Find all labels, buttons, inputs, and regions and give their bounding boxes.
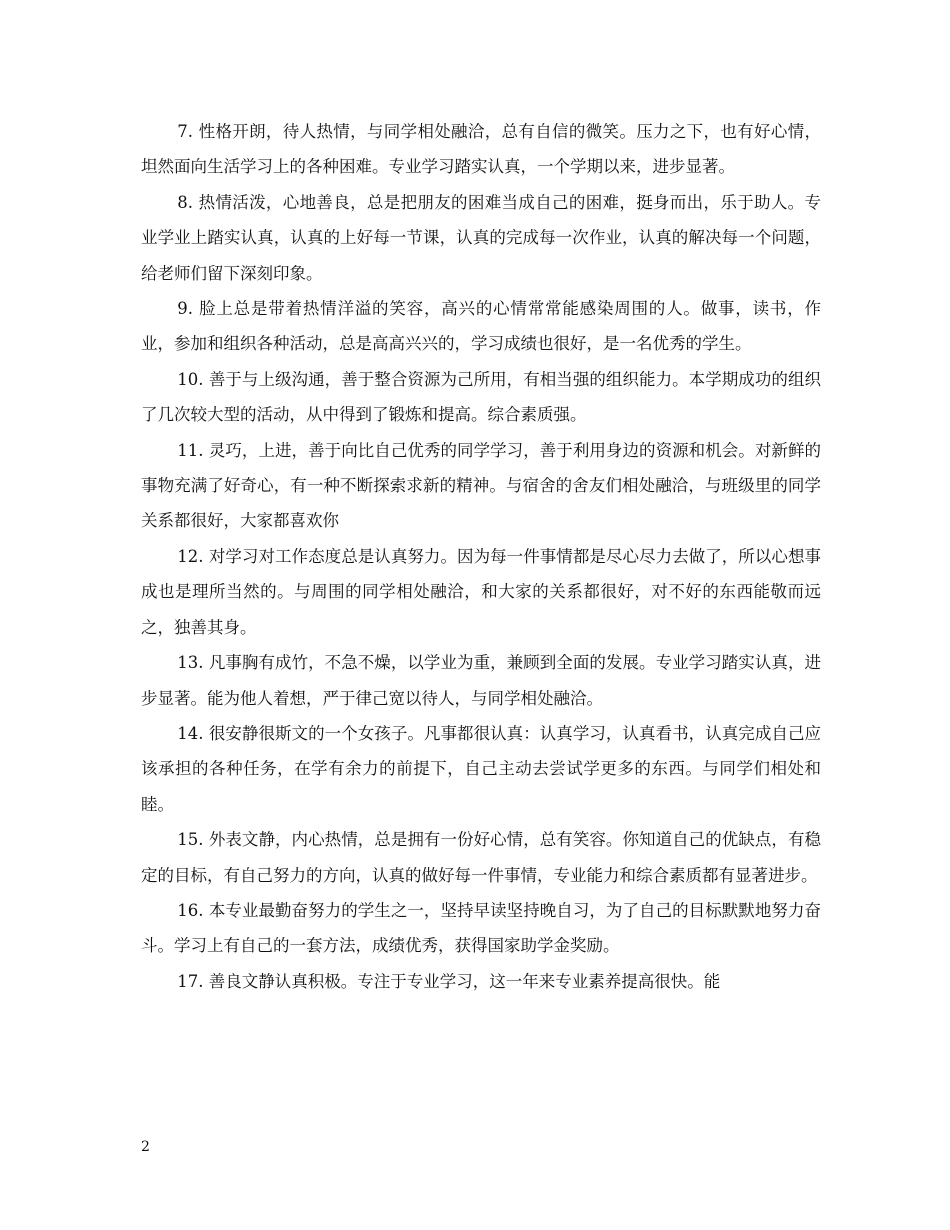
paragraph-16: 16. 本专业最勤奋努力的学生之一，坚持早读坚持晚自习，为了自己的目标默默地努力奋斗。学习上有自己的一套方法，成绩优秀，获得国家助学金奖励。: [141, 900, 821, 956]
paragraph-17: 17. 善良文静认真积极。专注于专业学习，这一年来专业素养提高很快。能: [177, 971, 721, 991]
paragraph-8: 8. 热情活泼，心地善良，总是把朋友的困难当成自己的困难，挺身而出，乐于助人。专业学业上踏实认真，认真的上好每一节课，认真的完成每一次作业，认真的解决每一个问题，给老师们留下深刻印象。: [141, 192, 821, 283]
paragraph-14: 14. 很安静很斯文的一个女孩子。凡事都很认真：认真学习，认真看书，认真完成自己应该承担的各种任务，在学有余力的前提下，自己主动去尝试学更多的东西。与同学们相处和睦。: [141, 723, 821, 814]
document-body: [141, 114, 821, 999]
paragraph-11: 11. 灵巧，上进，善于向比自己优秀的同学学习，善于利用身边的资源和机会。对新鲜的事物充满了好奇心，有一种不断探索求新的精神。与宿舍的舍友们相处融洽，与班级里的同学关系都很好，大家都喜欢你: [141, 440, 821, 531]
paragraph-13: 13. 凡事胸有成竹，不急不燥，以学业为重，兼顾到全面的发展。专业学习踏实认真，进步显著。能为他人着想，严于律己宽以待人，与同学相处融洽。: [141, 653, 821, 708]
paragraph-15: 15. 外表文静，内心热情，总是拥有一份好心情，总有笑容。你知道自己的优缺点，有稳定的目标，有自己努力的方向，认真的做好每一件事情，专业能力和综合素质都有显著进步。: [141, 830, 821, 885]
paragraph-7: 7. 性格开朗，待人热情，与同学相处融洽，总有自信的微笑。压力之下，也有好心情，坦然面向生活学习上的各种困难。专业学习踏实认真，一个学期以来，进步显著。: [141, 122, 821, 177]
paragraph-12: 12. 对学习对工作态度总是认真努力。因为每一件事情都是尽心尽力去做了，所以心想事成也是理所当然的。与周围的同学相处融洽，和大家的关系都很好，对不好的东西能敬而远之，独善其身。: [141, 546, 821, 637]
page-number: 2: [141, 1139, 150, 1155]
paragraph-9: 9. 脸上总是带着热情洋溢的笑容，高兴的心情常常能感染周围的人。做事，读书，作业，参加和组织各种活动，总是高高兴兴的，学习成绩也很好，是一名优秀的学生。: [141, 299, 821, 354]
paragraph-10: 10. 善于与上级沟通，善于整合资源为己所用，有相当强的组织能力。本学期成功的组织了几次较大型的活动，从中得到了锻炼和提高。综合素质强。: [141, 369, 821, 425]
